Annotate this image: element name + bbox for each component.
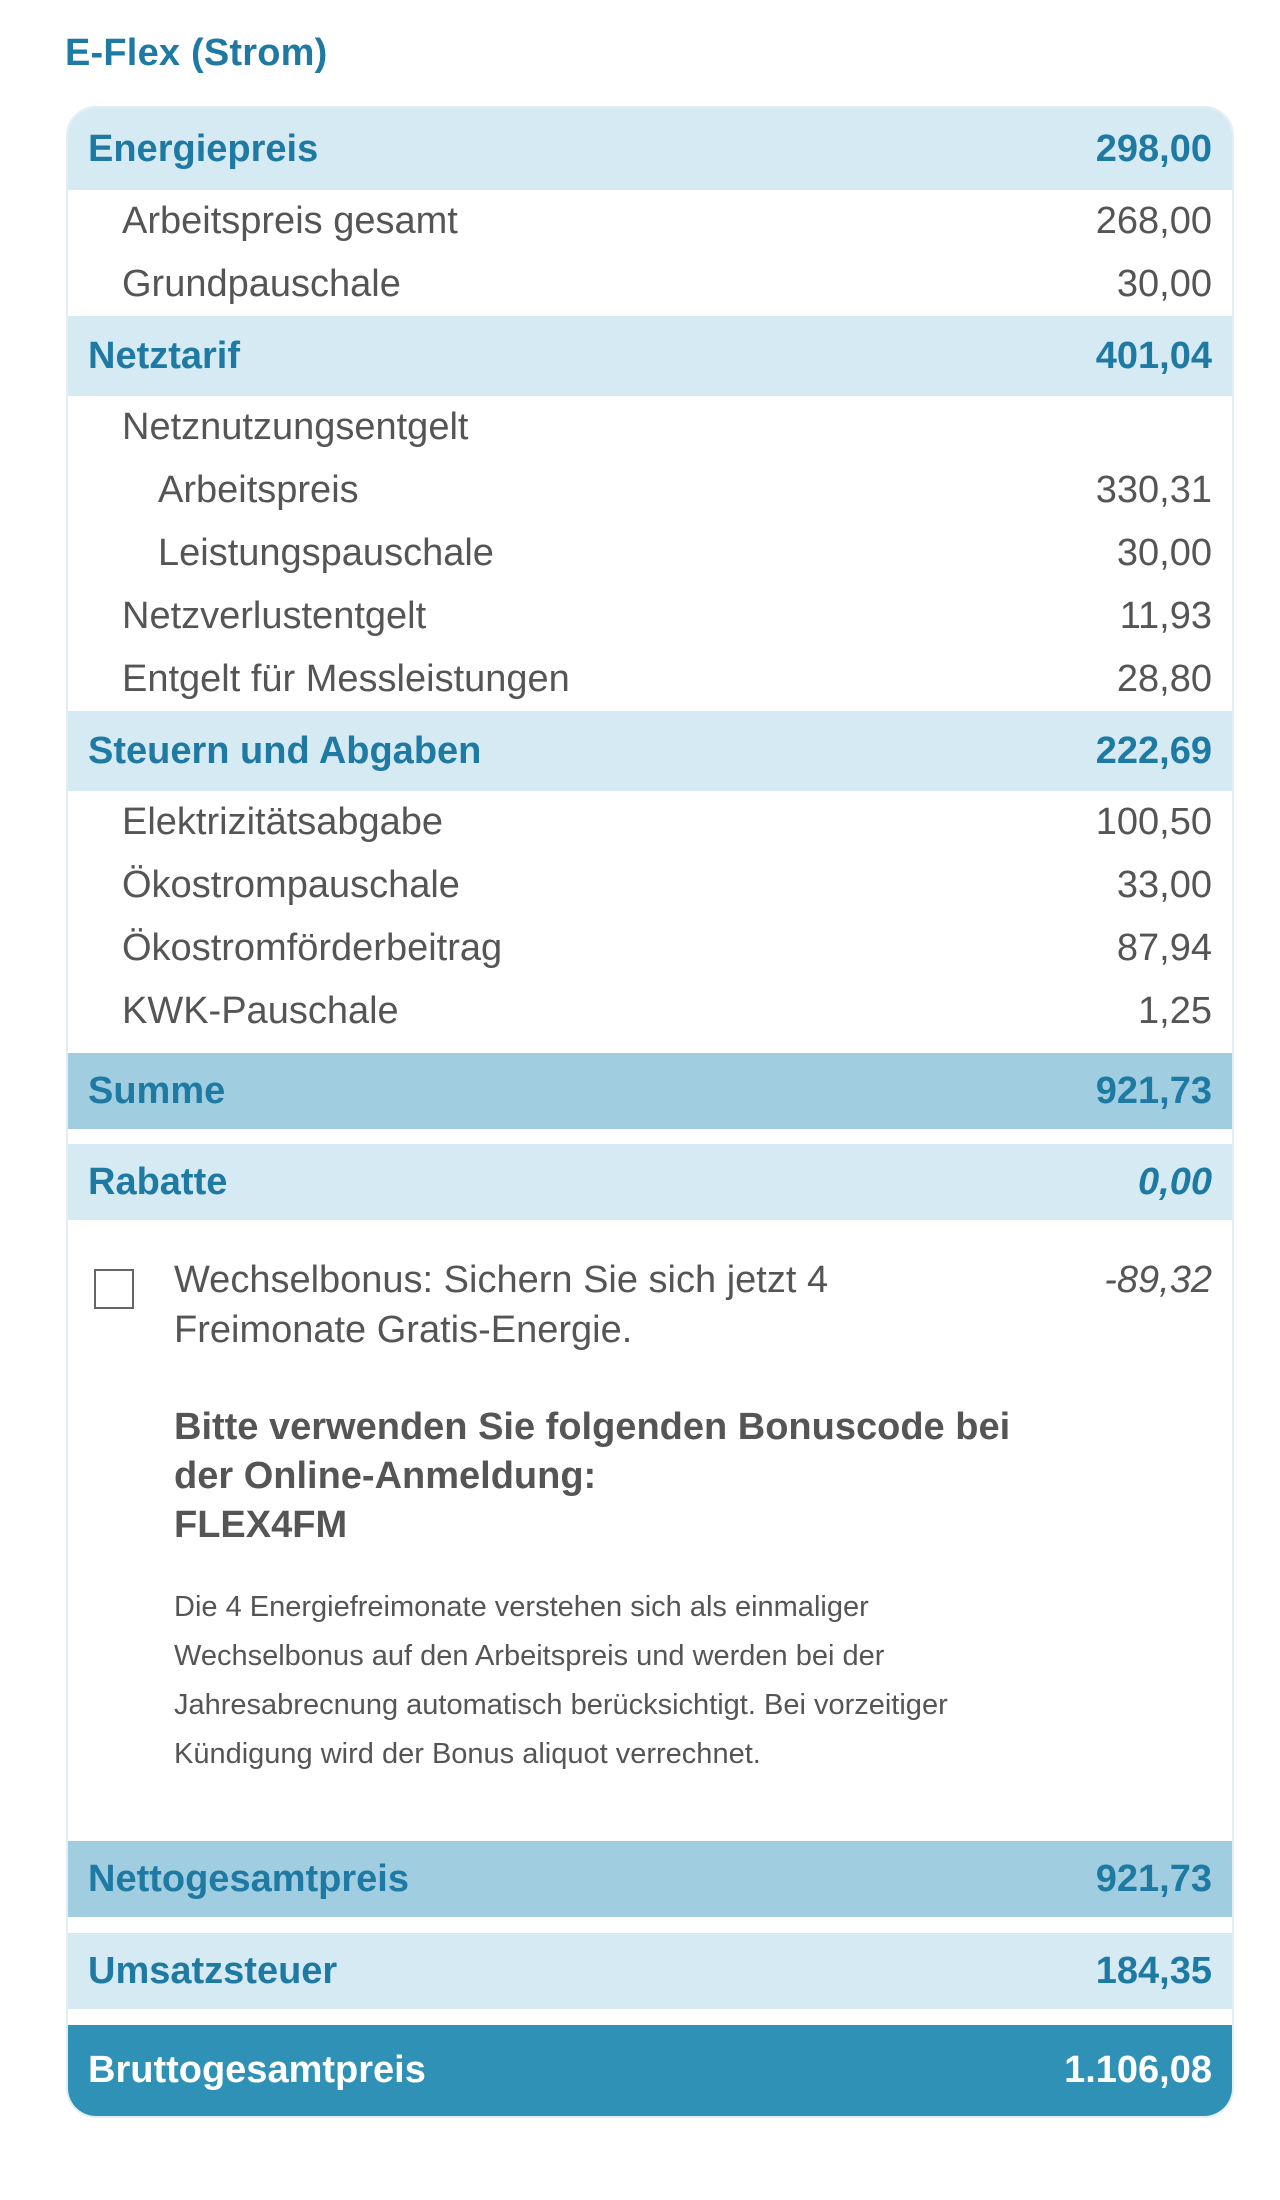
section-netztarif — [68, 316, 1232, 396]
section-total: 222,69 — [1095, 729, 1212, 772]
line-item-value: 33,00 — [1116, 864, 1212, 906]
line-item-label: Ökostromförderbeitrag — [122, 927, 503, 969]
line-item — [68, 459, 1232, 522]
line-item-value: 1,25 — [1138, 990, 1212, 1032]
line-item-label: Arbeitspreis — [158, 469, 359, 511]
line-item-label: Leistungspauschale — [158, 532, 494, 574]
summe-label: Summe — [88, 1069, 226, 1112]
line-item — [68, 522, 1232, 585]
line-item-value: 100,50 — [1095, 801, 1212, 843]
nettogesamtpreis-value: 921,73 — [1095, 1857, 1212, 1900]
wechselbonus-text: Wechselbonus: Sichern Sie sich jetzt 4 Freimonate Gratis-Energie. — [174, 1259, 829, 1351]
wechselbonus-option — [68, 1243, 1232, 1843]
line-item-value: 330,31 — [1095, 469, 1212, 511]
section-label: Netztarif — [88, 334, 241, 377]
line-item-value: 30,00 — [1116, 532, 1212, 574]
line-item — [68, 980, 1232, 1043]
section-rabatte — [68, 1144, 1232, 1220]
line-item-value: 30,00 — [1116, 263, 1212, 305]
line-item — [68, 648, 1232, 711]
line-item-label: Netznutzungsentgelt — [122, 406, 469, 448]
line-item — [68, 585, 1232, 648]
line-item — [68, 190, 1232, 253]
umsatzsteuer-label: Umsatzsteuer — [88, 1949, 338, 1992]
section-energiepreis — [68, 108, 1232, 190]
bonuscode-block — [174, 1403, 1034, 1550]
wechselbonus-amount: -89,32 — [1104, 1259, 1212, 1301]
line-item-value: 87,94 — [1116, 927, 1212, 969]
product-title: E-Flex (Strom) — [65, 32, 328, 74]
line-item-value: 268,00 — [1095, 200, 1212, 242]
line-item — [68, 253, 1232, 316]
bruttogesamtpreis-label: Bruttogesamtpreis — [88, 2049, 426, 2091]
line-item-label: Grundpauschale — [122, 263, 401, 305]
nettogesamtpreis-label: Nettogesamtpreis — [88, 1857, 409, 1900]
summe-row — [68, 1053, 1232, 1129]
line-item-label: Entgelt für Messleistungen — [122, 658, 570, 700]
line-item-label: Ökostrompauschale — [122, 864, 460, 906]
line-item — [68, 854, 1232, 917]
line-item-value: 11,93 — [1119, 595, 1212, 637]
section-label: Energiepreis — [88, 127, 319, 170]
bruttogesamtpreis-value: 1.106,08 — [1064, 2049, 1212, 2091]
line-item-label: Elektrizitätsabgabe — [122, 801, 444, 843]
bonuscode-instruction: Bitte verwenden Sie folgenden Bonuscode bei der Online-Anmeldung: — [174, 1406, 1011, 1497]
umsatzsteuer-value: 184,35 — [1095, 1949, 1212, 1992]
line-item-group — [68, 396, 1232, 459]
line-item-value: 28,80 — [1116, 658, 1212, 700]
line-item-label: KWK-Pauschale — [122, 990, 399, 1032]
line-item — [68, 791, 1232, 854]
section-total: 0,00 — [1138, 1160, 1212, 1203]
umsatzsteuer-row — [68, 1933, 1232, 2009]
nettogesamtpreis-row — [68, 1841, 1232, 1917]
section-label: Rabatte — [88, 1160, 228, 1203]
line-item-label: Arbeitspreis gesamt — [122, 200, 458, 242]
bonus-terms-note: Die 4 Energiefreimonate verstehen sich als einmaliger Wechselbonus auf den Arbeitspreis und werden bei der Jahresabrecnung automatisch berücksichtigt. Bei vorzeitiger Kündigung wird der Bonus aliquot verrechnet. — [174, 1591, 948, 1770]
line-item-label: Netzverlustentgelt — [122, 595, 427, 637]
summe-value: 921,73 — [1095, 1069, 1212, 1112]
section-label: Steuern und Abgaben — [88, 729, 482, 772]
section-total: 298,00 — [1095, 127, 1212, 170]
bonuscode: FLEX4FM — [174, 1504, 348, 1546]
bruttogesamtpreis-row — [68, 2025, 1232, 2116]
wechselbonus-checkbox[interactable] — [94, 1269, 134, 1309]
price-breakdown-panel — [66, 106, 1234, 2118]
section-steuern-und-abgaben — [68, 711, 1232, 791]
section-total: 401,04 — [1095, 334, 1212, 377]
line-item — [68, 917, 1232, 980]
